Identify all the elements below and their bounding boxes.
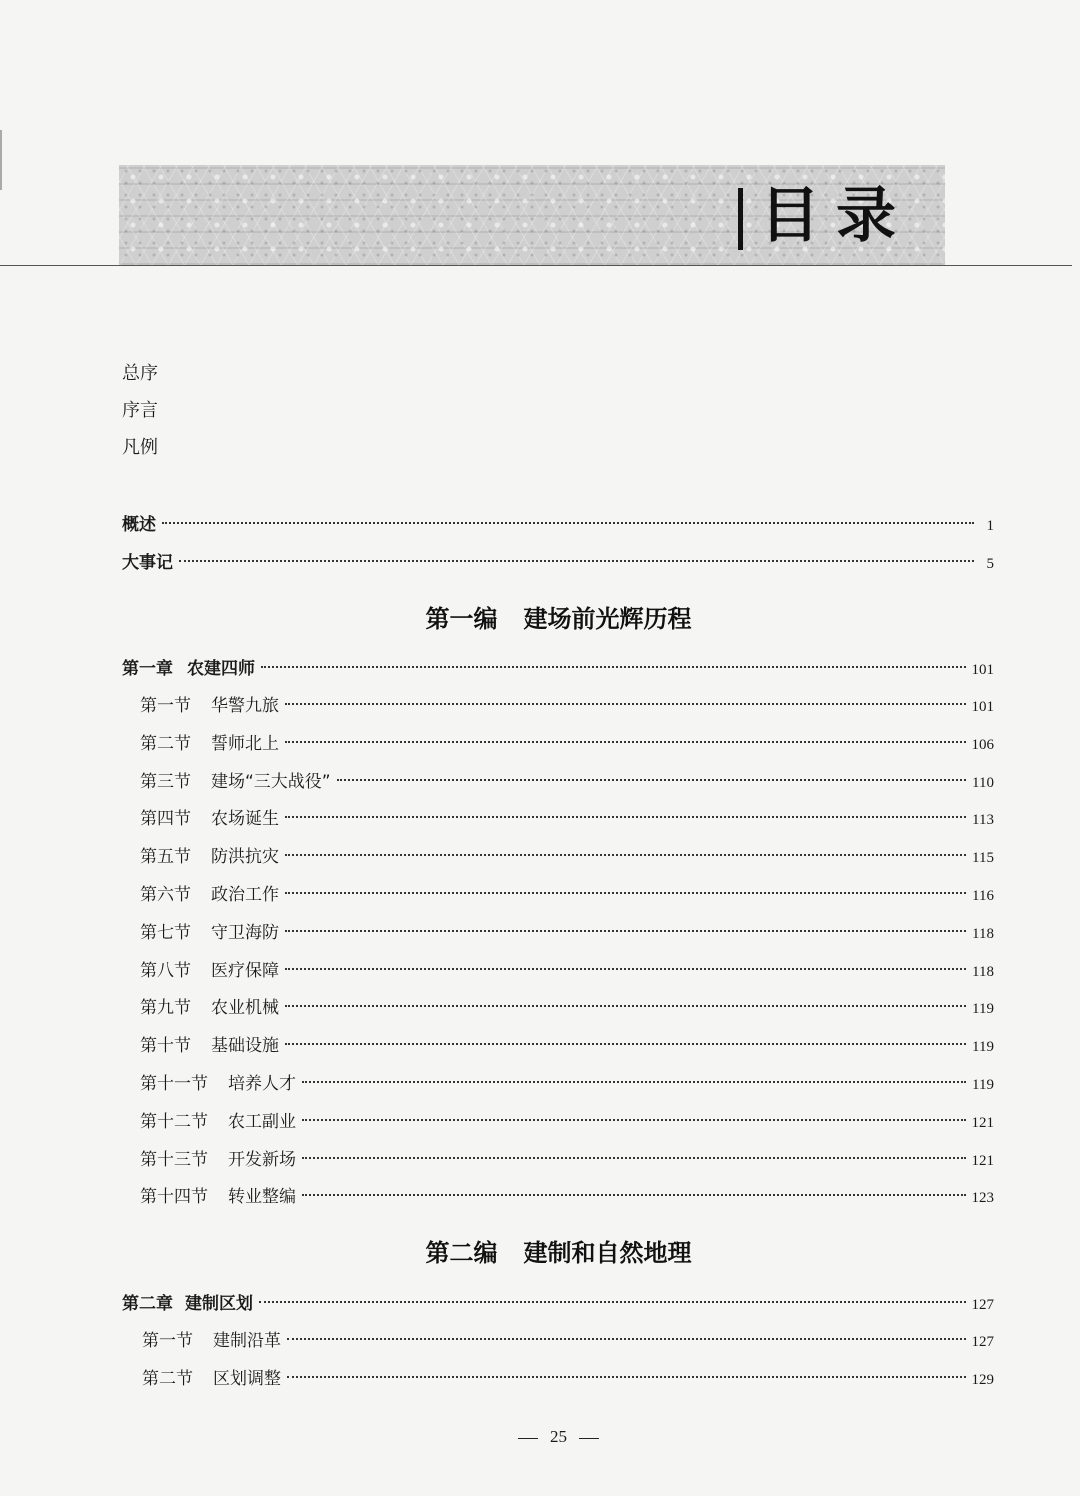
toc-leader-dots [287,1376,966,1378]
toc-leader-dots [302,1081,966,1083]
toc-entry-page: 116 [972,888,994,904]
footer-dash [518,1438,538,1439]
section-title: 守卫海防 [211,922,279,943]
section-number: 第五节 [140,847,191,868]
section-number: 第一节 [140,696,191,716]
front-matter-item[interactable]: 总序 [122,363,158,384]
section-number: 第十四节 [140,1187,208,1208]
page-footer [0,1426,1080,1448]
page-number: 25 [550,1427,567,1446]
part-heading [0,1237,1080,1269]
page-title: 目录 [760,181,912,251]
toc-entry-page: 101 [971,699,994,715]
section-number: 第二节 [140,733,191,754]
part-heading [0,603,1080,635]
page-edge-mark [0,130,2,190]
toc-leader-dots [337,779,966,781]
toc-entry-page: 127 [971,1334,994,1350]
toc-entry-page: 101 [971,662,994,678]
toc-entry-page: 119 [972,1001,994,1018]
section-number: 第八节 [140,960,191,981]
toc-leader-dots [285,703,966,705]
section-title: 开发新场 [228,1149,296,1170]
toc-leader-dots [302,1157,966,1159]
section-title: 建场“三大战役” [211,771,331,792]
section-title: 农工副业 [228,1111,296,1132]
section-number: 第七节 [140,922,191,943]
toc-entry-page: 119 [972,1039,994,1056]
toc-entry-page: 121 [971,1114,994,1131]
section-title: 基础设施 [211,1036,279,1057]
toc-section-entry[interactable] [140,1072,994,1097]
toc-entry-page: 123 [971,1190,994,1207]
toc-entry-page: 121 [971,1152,994,1169]
toc-leader-dots [261,666,966,668]
section-title: 建制沿革 [213,1331,281,1351]
toc-entry-page: 110 [972,774,994,791]
section-number: 第十节 [140,1036,191,1057]
toc-entry-page: 119 [972,1077,994,1093]
section-title: 区划调整 [213,1369,281,1389]
section-number: 第十二节 [140,1111,208,1132]
section-title: 农业机械 [211,998,279,1019]
toc-entry-page: 1 [986,518,994,534]
section-number: 第一节 [142,1331,193,1351]
toc-entry-page: 115 [972,850,994,867]
toc-section-entry[interactable] [140,1185,994,1210]
toc-section-entry[interactable] [140,1148,994,1173]
toc-chapter-entry[interactable] [122,1292,994,1317]
toc-section-entry[interactable] [140,959,994,984]
section-title: 誓师北上 [211,733,279,754]
part-title: 建制和自然地理 [523,1238,692,1267]
toc-chapter-entry[interactable] [122,657,994,682]
toc-leader-dots [179,560,974,562]
toc-section-entry[interactable] [140,921,994,946]
section-number: 第十一节 [140,1074,208,1094]
toc-entry-page: 118 [972,963,994,980]
toc-leader-dots [285,1005,966,1007]
toc-leader-dots [285,741,966,743]
toc-section-entry[interactable] [140,883,994,908]
toc-leader-dots [302,1194,966,1196]
toc-entry-label: 大事记 [122,553,173,573]
toc-section-entry[interactable] [140,996,994,1021]
toc-entry-overview[interactable] [122,513,994,538]
section-title: 转业整编 [228,1187,296,1208]
front-matter-item[interactable]: 序言 [122,400,158,421]
toc-section-entry[interactable] [142,1367,994,1392]
section-title: 培养人才 [228,1074,296,1094]
toc-leader-dots [285,1043,966,1045]
toc-section-entry[interactable] [140,845,994,870]
toc-section-entry[interactable] [140,1034,994,1059]
toc-leader-dots [162,522,974,524]
section-number: 第六节 [140,885,191,905]
toc-section-entry[interactable] [140,732,994,757]
toc-leader-dots [259,1301,966,1303]
footer-dash [579,1438,599,1439]
header-accent-bar [738,188,743,250]
toc-section-entry[interactable] [140,694,994,719]
toc-entry-page: 113 [972,812,994,829]
toc-entry-page: 118 [972,925,994,942]
toc-leader-dots [285,892,966,894]
toc-section-entry[interactable] [140,807,994,832]
toc-entry-page: 127 [971,1297,994,1313]
toc-entry-page: 129 [971,1372,994,1388]
section-title: 华警九旅 [211,696,279,716]
section-title: 防洪抗灾 [211,847,279,868]
toc-section-entry[interactable] [142,1329,994,1354]
toc-entry-label: 概述 [122,515,156,535]
toc-section-entry[interactable] [140,770,994,795]
section-number: 第三节 [140,771,191,792]
toc-leader-dots [302,1119,966,1121]
toc-entry-page: 5 [986,556,994,572]
chapter-number: 第二章 [122,1294,173,1314]
toc-entry-chronicle[interactable] [122,551,994,576]
chapter-title: 建制区划 [185,1294,253,1314]
section-number: 第十三节 [140,1149,208,1170]
section-title: 农场诞生 [211,809,279,830]
part-label: 第一编 [425,604,498,633]
section-number: 第九节 [140,998,191,1019]
toc-leader-dots [285,854,966,856]
header-rule [0,265,1072,266]
part-label: 第二编 [425,1238,498,1267]
front-matter-item[interactable]: 凡例 [122,437,158,458]
chapter-number: 第一章 [122,659,173,679]
chapter-title: 农建四师 [187,659,255,679]
toc-entry-page: 106 [971,736,994,753]
toc-leader-dots [285,816,966,818]
toc-leader-dots [285,930,966,932]
section-number: 第四节 [140,809,191,830]
toc-leader-dots [285,968,966,970]
toc-leader-dots [287,1338,966,1340]
section-title: 医疗保障 [211,960,279,981]
toc-section-entry[interactable] [140,1110,994,1135]
section-title: 政治工作 [211,885,279,905]
section-number: 第二节 [142,1369,193,1389]
part-title: 建场前光辉历程 [523,604,692,633]
